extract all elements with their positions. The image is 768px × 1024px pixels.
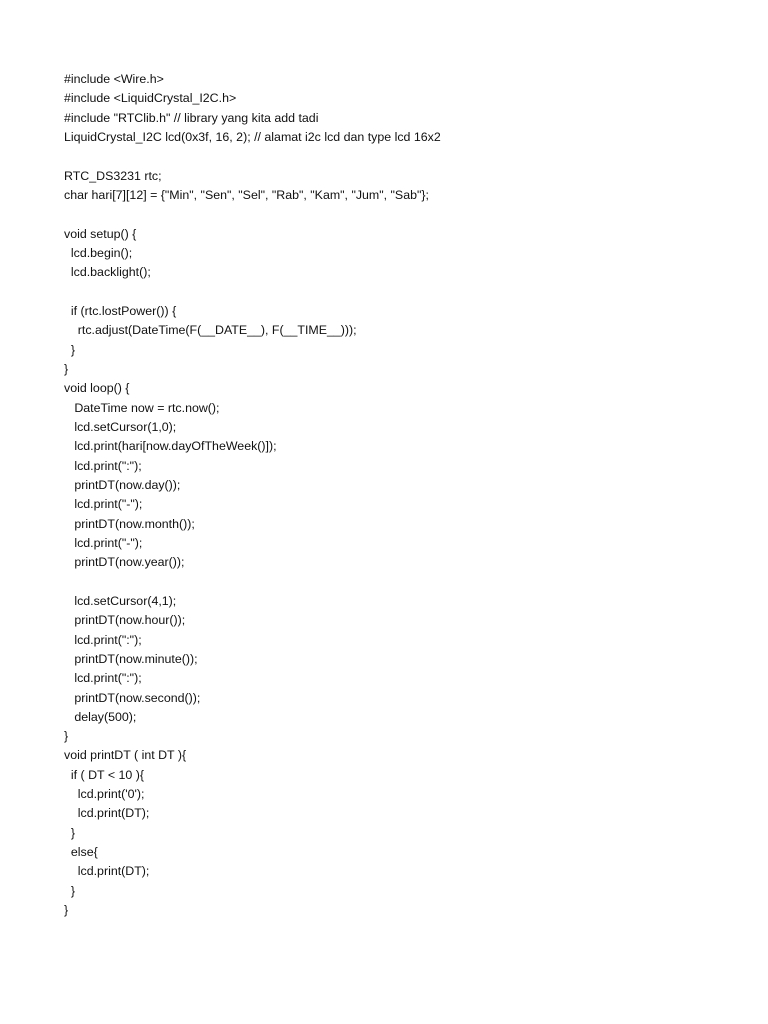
code-line: delay(500); <box>64 709 137 724</box>
code-line: } <box>64 825 76 840</box>
code-line: printDT(now.month()); <box>64 516 195 531</box>
code-line: RTC_DS3231 rtc; <box>64 168 162 183</box>
code-line: lcd.backlight(); <box>64 265 151 280</box>
code-line: char hari[7][12] = {"Min", "Sen", "Sel", "Rab", "Kam", "Jum", "Sab"}; <box>64 187 429 202</box>
code-line: lcd.print(":"); <box>64 458 142 473</box>
code-line: #include <LiquidCrystal_I2C.h> <box>64 91 237 106</box>
code-line: } <box>64 903 69 918</box>
code-line: printDT(now.day()); <box>64 477 181 492</box>
code-line: void loop() { <box>64 381 130 396</box>
code-line: else{ <box>64 845 98 860</box>
code-line: lcd.print("-"); <box>64 497 143 512</box>
code-line: } <box>64 883 76 898</box>
code-line: } <box>64 729 69 744</box>
code-line: lcd.setCursor(4,1); <box>64 593 177 608</box>
blank-line <box>64 283 744 302</box>
blank-line <box>64 205 744 224</box>
code-line: #include <Wire.h> <box>64 72 164 86</box>
code-listing <box>64 70 744 920</box>
code-line: rtc.adjust(DateTime(F(__DATE__), F(__TIME__))); <box>64 323 357 338</box>
code-line: printDT(now.second()); <box>64 690 201 705</box>
code-line: printDT(now.minute()); <box>64 651 198 666</box>
code-line: lcd.print(DT); <box>64 806 150 821</box>
code-line: void printDT ( int DT ){ <box>64 748 187 763</box>
code-line: } <box>64 342 76 357</box>
blank-line <box>64 573 744 592</box>
code-line: lcd.setCursor(1,0); <box>64 419 177 434</box>
code-line: lcd.begin(); <box>64 245 133 260</box>
code-line: printDT(now.year()); <box>64 555 185 570</box>
code-line: lcd.print(":"); <box>64 671 142 686</box>
code-line: } <box>64 361 69 376</box>
code-line: void setup() { <box>64 226 137 241</box>
code-line: lcd.print('0'); <box>64 787 145 802</box>
code-line: lcd.print(DT); <box>64 864 150 879</box>
code-line: #include "RTClib.h" // library yang kita add tadi <box>64 110 319 125</box>
code-line: DateTime now = rtc.now(); <box>64 400 220 415</box>
code-line: lcd.print("-"); <box>64 535 143 550</box>
code-line: if ( DT < 10 ){ <box>64 767 144 782</box>
code-line: printDT(now.hour()); <box>64 613 186 628</box>
blank-line <box>64 147 744 166</box>
code-line: lcd.print(hari[now.dayOfTheWeek()]); <box>64 439 277 454</box>
code-line: if (rtc.lostPower()) { <box>64 303 177 318</box>
code-line: LiquidCrystal_I2C lcd(0x3f, 16, 2); // alamat i2c lcd dan type lcd 16x2 <box>64 129 441 144</box>
code-line: lcd.print(":"); <box>64 632 142 647</box>
